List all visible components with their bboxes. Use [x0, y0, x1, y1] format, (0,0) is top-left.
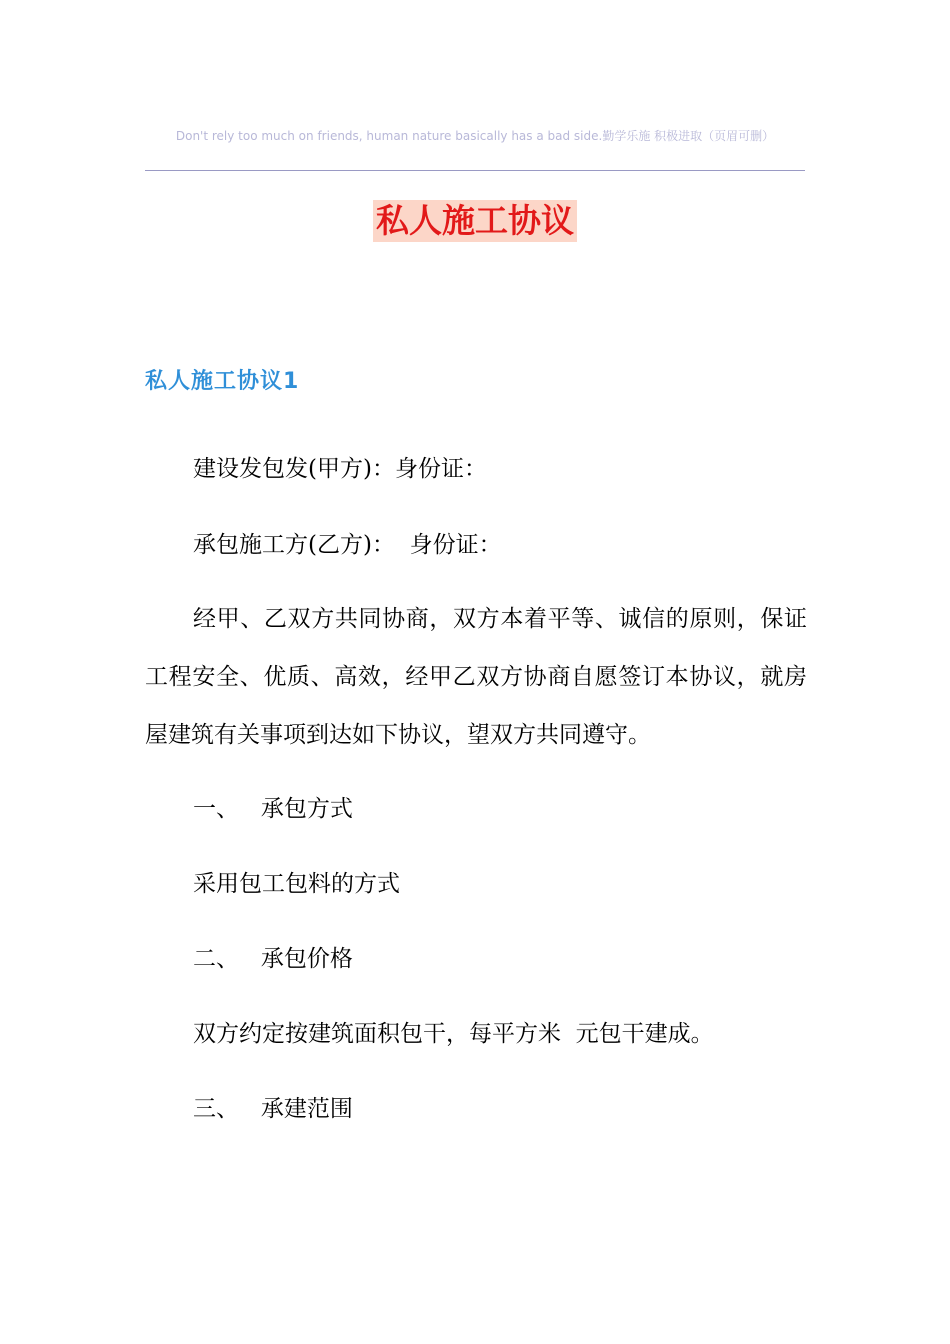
party-b-line: 承包施工方(乙方)： 身份证： [193, 532, 502, 558]
party-a-line: 建设发包发(甲方)：身份证： [193, 456, 487, 482]
title-container [0, 200, 950, 242]
section-heading: 私人施工协议1 [145, 369, 300, 394]
intro-paragraph: 经甲、乙双方共同协商，双方本着平等、诚信的原则，保证工程安全、优质、高效，经甲乙双方协商自愿签订本协议，就房屋建筑有关事项到达如下协议，望双方共同遵守。 [145, 606, 807, 748]
document-title: 私人施工协议 [373, 200, 577, 242]
page-header: Don't rely too much on friends, human nature basically has a bad side.勤学乐施 积极进取（页眉可删） [175, 129, 775, 143]
item-2-body: 双方约定按建筑面积包干，每平方米 元包干建成。 [193, 1021, 714, 1047]
item-3-title: 三、 承建范围 [193, 1096, 353, 1122]
item-1-body: 采用包工包料的方式 [193, 871, 400, 897]
header-divider [145, 170, 805, 171]
item-2-title: 二、 承包价格 [193, 946, 353, 972]
item-1-title: 一、 承包方式 [193, 796, 353, 822]
